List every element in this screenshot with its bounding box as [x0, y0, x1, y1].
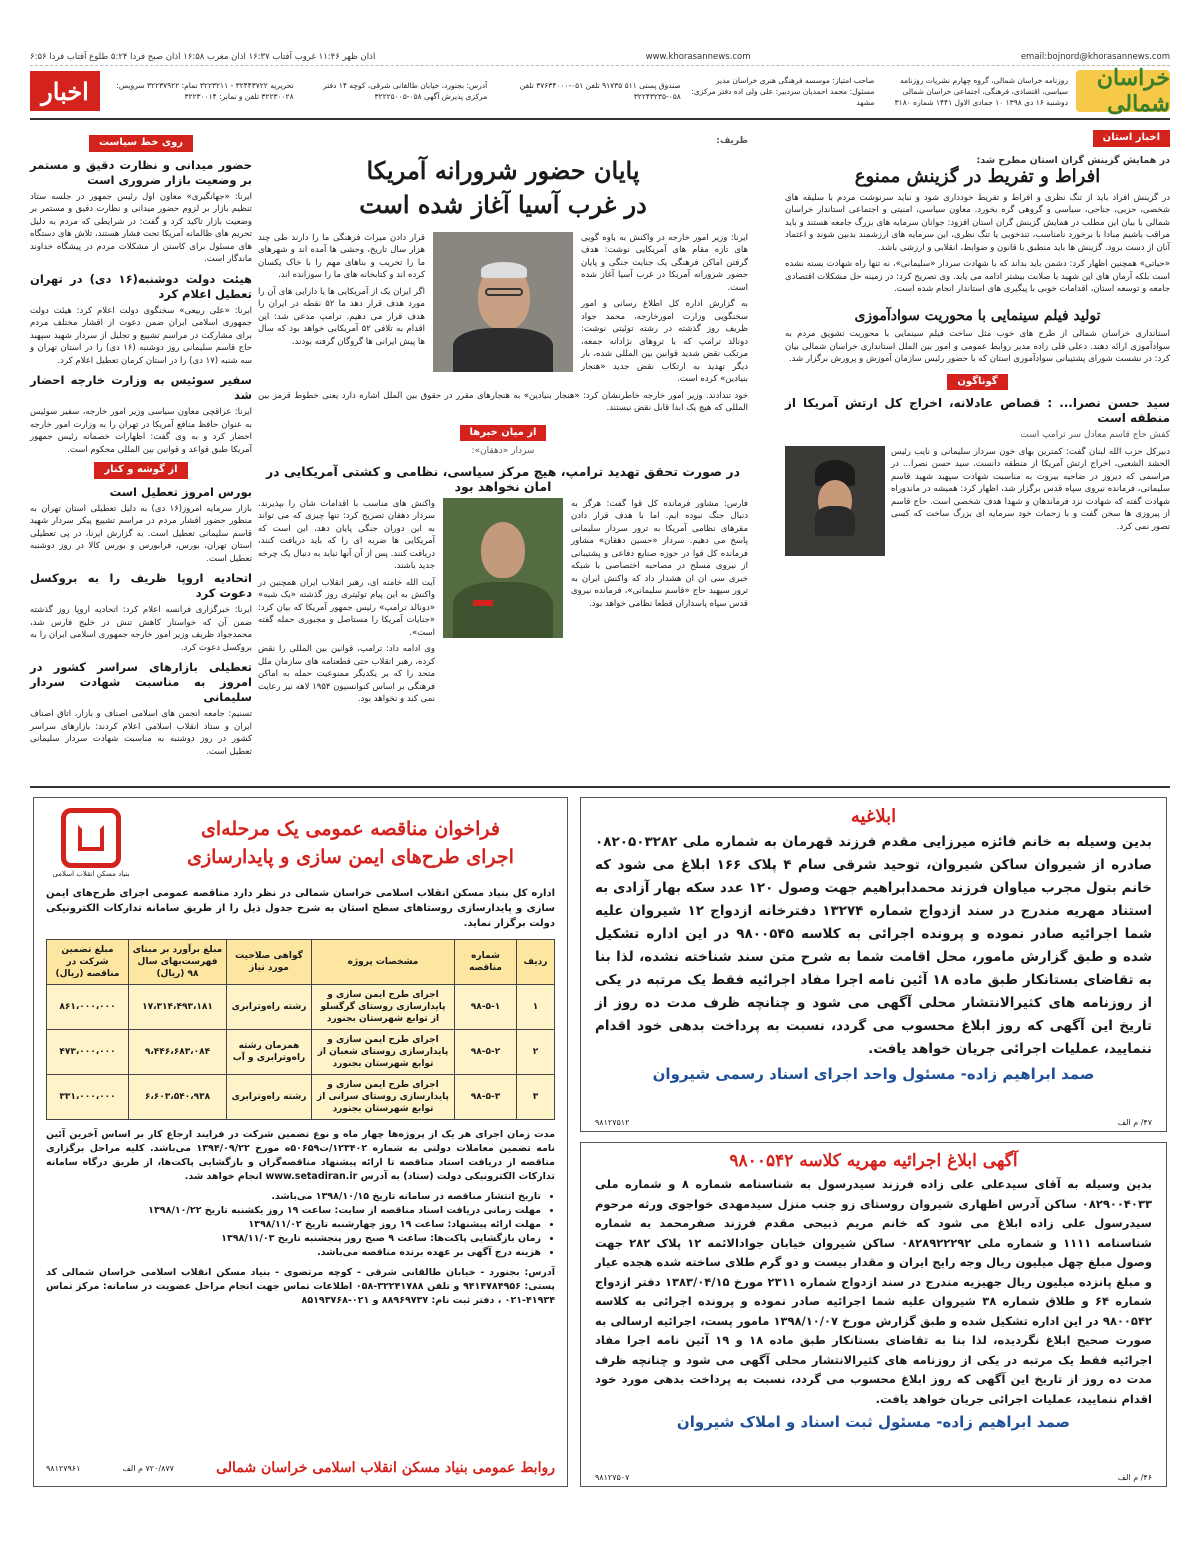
article-headline[interactable]: حضور میدانی و نظارت دقیق و مستمر بر وضعیت بازار ضروری است	[30, 157, 252, 187]
article-paragraph: ایرنا: خبرگزاری فرانسه اعلام کرد: اتحادیه اروپا روز گذشته ضمن آن که خواستار کاهش تنش در خلیج فارس شد، محمدجواد ظریف وزیر امور خارجه جمهوری اسلامی ایران را به بروکسل دعوت کرد.	[30, 605, 252, 653]
article-paragraph: واکنش های مناسب با اقدامات شان را بپذیرند. سردار دهقان تصریح کرد: تنها چیزی که می تواند به این دوران جنگی پایان دهد، این است که آمریکایی ها ضربه ای را که باید دریافت کنند، دریافت کنند. پس از آن آنها نباید به دنبال یک چرخه جدید باشند.	[258, 498, 435, 571]
article-paragraph: اگر ایران یک از آمریکایی ها یا دارایی های آن را مورد هدف قرار دهد ما ۵۲ نقطه در ایران را هدف قرار می دهیم. ترامپ مدعی شد: این اقدام به تلافی ۵۲ آمریکایی خواهد بود که سال ها پیش ایرانی ها گروگان گرفته بودند.	[258, 286, 425, 347]
left-column	[30, 135, 252, 758]
tender-code: ۷۲۰/۸۷۷ م الف	[122, 1463, 174, 1473]
dehghan-photo	[443, 498, 563, 638]
prayer-times: اذان ظهر ۱۱:۴۶ غروب آفتاب ۱۶:۳۷ اذان مغرب ۱۶:۵۸ اذان صبح فردا ۵:۲۴ طلوع آفتاب فردا ۶:۵۶	[30, 52, 376, 62]
zarif-photo	[433, 232, 573, 372]
article-paragraph: ایرنا: «علی ربیعی» سخنگوی دولت اعلام کرد: هیئت دولت جمهوری اسلامی ایران ضمن دعوت از اقشار مختلف مردم برای مشارکت در مراسم تشییع و تجلیل از سردار شهید سپهبد حاج قاسم سلیمانی روز دوشنبه (۱۶ دی) را در استان تهران و سه شنبه (۱۷ دی) را در استان کرمان تعطیل اعلام کرد.	[30, 305, 252, 366]
article-headline[interactable]: سید حسن نصرا... : قصاص عادلانه، اخراج کل ارتش آمریکا از منطقه است	[785, 396, 1170, 425]
list-item: • هزینه درج آگهی بر عهده برنده مناقصه می‌باشد.	[46, 1246, 541, 1260]
table-header: مبلغ برآورد بر مبنای فهرست‌بهای سال ۹۸ (ریال)	[129, 940, 227, 985]
masthead-divider	[30, 118, 1170, 120]
list-item: • مهلت زمانی دریافت اسناد مناقصه از سایت: ساعت ۱۹ روز یکشنبه تاریخ ۱۳۹۸/۱۰/۲۲	[46, 1204, 541, 1218]
table-header: مبلغ تضمین شرکت در مناقصه (ریال)	[47, 940, 129, 985]
beard-shape	[815, 506, 855, 536]
list-item: • تاریخ انتشار مناقصه در سامانه تاریخ ۱۳۹۸/۱۰/۱۵ می‌باشد.	[46, 1190, 541, 1204]
table-row: ۲ ۹۸-۵-۲ اجرای طرح ایمن سازی و پایدارسازی روستای شعبان از توابع شهرستان بجنورد همزمان رشته راه‌وترابری و آب ۹،۴۴۶،۶۸۳،۰۸۴ ۴۷۳،۰۰۰،۰۰۰	[47, 1030, 555, 1075]
article-paragraph: فارس: مشاور فرمانده کل قوا گفت: هرگز به دنبال جنگ نبوده ایم. اما با هدف قرار دادن مقرهای نظامی آمریکا به ترور سردار سلیمانی پاسخ می دهیم. سردار «حسین دهقان» مشاور فرمانده کل قوا در حوزه صنایع دفاعی و پشتیبانی از نیروی مسلح در مصاحبه اختصاصی با شبکه خبری سی ان ان هشدار داد که واکنش ایران به ترور سپهبد حاج «قاسم سلیمانی»، فرمانده نیروی قدس سپاه پاسداران قطعا نظامی خواهد بود.	[571, 498, 748, 609]
article-subtitle: کفش حاج قاسم معادل سر ترامپ است	[1020, 430, 1170, 440]
mahrieh-text: بدین وسیله به آقای سیدعلی علی زاده فرزند سیدرسول به شناسنامه شماره ۸ و شماره ملی ۰۸۲۹۰۰۴۰۳۳ ساکن آدرس اظهاری شیروان روستای زو جنب منزل سیدمهدی خواجوی ورثه مرحوم سیدرسول علی زاده ابلاغ می شود که خانم مریم ذبیحی مقدم فرزند صفرمحمد به شماره شناسنامه ۱۱۱۱ و شماره ملی ۰۸۲۸۹۲۲۲۹۲ ساکن شیروان خیابان جوادالائمه ۱۲ پلاک ۲۸۲ جهت وصول مبلغ چهل میلیون ریال وجه رایج ایران و مقدار بیست و دو گرم طلای ساخته شده هجده عیار و مبلغ پانزده میلیون ریال جهیزیه مندرج در سند ازدواج شماره ۲۳۱۱ مورخ ۱۳۸۳/۰۴/۱۵ دفتر ازدواج شماره ۶۴ و طلاق شماره ۳۸ شیروان علیه شما اجرائیه صادر نموده و پرونده اجرائی به کلاسه ۹۸۰۰۵۴۲ در این اداره تشکیل شده و طبق گزارش مورخ ۱۳۹۸/۱۰/۰۷ مامور پست، اجرائیه ارسالی به صورت صحیح ابلاغ نگردیده، لذا بنا به تقاضای بستانکار طبق ماده ۱۸ و ۱۹ آئین نامه اجرا مفاد اجرائیه فقط یک مرتبه در یکی از روزنامه های کثیرالانتشار محلی آگهی می شود و چنانچه ظرف مدت ده روز از تاریخ این آگهی که روز ابلاغ محسوب می گردد، نسبت به پرداخت بدهی مورد خود اقدام ننمایید، عملیات اجرائی جریان خواهد یافت.	[595, 1177, 1153, 1406]
eblagh-code: ۴۷/ م الف	[1117, 1118, 1152, 1127]
uniform-shape	[453, 582, 553, 638]
article-paragraph: بازار سرمایه امروز(۱۶ دی) به دلیل تعطیلی استان تهران به منظور حضور اقشار مردم در مراسم تشییع پیکر سردار شهید قاسم سلیمانی تعطیل است. به گزارش ایرنا، در پی تعطیلی استان تهران، بورس، فرابورس و بورس کالا در روز دوشنبه تعطیل است.	[30, 503, 252, 564]
tag-province-news: اخبار استان	[1093, 130, 1170, 147]
site-email[interactable]: email:bojnord@khorasannews.com	[1020, 52, 1170, 62]
center-column	[258, 135, 748, 706]
mahrieh-code: ۴۶/ م الف	[1117, 1473, 1152, 1482]
mahrieh-title: آگهی ابلاغ اجرائیه مهریه کلاسه ۹۸۰۰۵۴۲	[729, 1151, 1018, 1171]
masthead-info-3: صندوق پستی ۵۱۱ ۹۱۷۳۵ تلفن ۰۵۱-۳۷۶۳۴۰۰۰ تلفن ۰۵۸-۳۲۲۴۳۲۳۵	[519, 81, 681, 101]
article-headline[interactable]: تعطیلی بازارهای سراسر کشور در امروز به مناسبت شهادت سردار سلیمانی	[30, 660, 252, 704]
article-headline[interactable]: سفیر سوئیس به وزارت خارجه احضار شد	[30, 373, 252, 402]
table-header: گواهی صلاحیت مورد نیاز	[227, 940, 312, 985]
newspaper-logo[interactable]: خراسان شمالی	[1076, 70, 1170, 112]
glasses-shape	[485, 288, 523, 296]
article-kicker: در همایش گزینش گران استان مطرح شد:	[976, 154, 1170, 166]
face-shape	[481, 522, 525, 578]
article-headline[interactable]: هیئت دولت دوشنبه(۱۶ دی) در تهران تعطیل اعلام کرد	[30, 271, 252, 301]
table-header: ردیف	[517, 940, 555, 985]
table-header: مشخصات پروژه	[312, 940, 455, 985]
main-headline-line-1[interactable]: پایان حضور شرورانه آمریکا	[366, 155, 640, 185]
main-headline-line-2[interactable]: در غرب آسیا آغاز شده است	[359, 189, 647, 219]
article-paragraph: وی ادامه داد: ترامپ، قوانین بین المللی را نقض کرده، رهبر انقلاب حتی قطعنامه های سازمان ملل متحد را که بر یکدیگر ممنوعیت حمله به اماکن فرهنگی بر اساس کنوانسیون ۱۹۵۴ لاهه نیز رعایت نمی کند و نخواهد بود.	[258, 644, 436, 704]
table-row: ۳ ۹۸-۵-۳ اجرای طرح ایمن سازی و پایدارسازی روستای سرانی از توابع شهرستان بجنورد رشته راه‌وترابری ۶،۶۰۳،۵۴۰،۹۳۸ ۳۳۱،۰۰۰،۰۰۰	[47, 1075, 555, 1120]
article-paragraph: ایرنا: عراقچی معاون سیاسی وزیر امور خارجه، سفیر سوئیس به عنوان حافظ منافع آمریکا در تهران را به وزارت امور خارجه احضار کرد و به وی گفت: اظهارات خصمانه رئیس جمهور آمریکا طبق قواعد و قوانین بین المللی محکوم است.	[30, 407, 252, 455]
tender-serial: ۹۸۱۲۷۹۶۱	[46, 1463, 81, 1473]
article-paragraph: خود تندادند. وزیر امور خارجه خاطرنشان کرد: «هنجار بنیادین» به هنجارهای مقرر در حقوق بین الملل اشاره دارد یعنی خطوط قرمز بین المللی که هیچ یک ابدا قابل نقض نیستند.	[258, 390, 748, 413]
tender-title-2: اجرای طرح‌های ایمن سازی و پایدارسازی	[187, 846, 514, 868]
masthead-info-1: روزنامه خراسان شمالی، گروه چهارم نشریات روزنامه سیاسی، اقتصادی، فرهنگی، اجتماعی خراسان شمالی دوشنبه ۱۶ دی ۱۳۹۸ ۱۰ جمادی الاول ۱۴۴۱ شماره ۳۱۸۰	[894, 75, 1068, 107]
tag-among-news: از میان خبرها	[460, 425, 547, 442]
article-paragraph: آیت الله خامنه ای، رهبر انقلاب ایران همچنین در واکنش به این پیام توئیتری روز گذشته «یک شبه» «دونالد ترامپ» رئیس جمهور آمریکا که بیان کرد: «جنایات آمریکا را مستاصل و مجبوری حمله گفته است».	[258, 577, 435, 638]
article-paragraph: «حیاتی» همچنین اظهار کرد: دشمن باید بداند که با شهادت سردار «سلیمانی»، نه تنها راه شهادت بسته نشده است بلکه آرمان های این شهید با صلابت بیشتر ادامه می یابد. وی تصریح کرد: در زمینه حل مشکلات اقتصادی جامعه و توسعه استان، اقدامات خوبی با پیگیری های استاندار انجام شده است.	[785, 259, 1170, 294]
tender-signature: روابط عمومی بنیاد مسکن انقلاب اسلامی خراسان شمالی	[216, 1460, 555, 1476]
site-url[interactable]: www.khorasannews.com	[645, 52, 751, 62]
eblagh-serial: ۹۸۱۲۷۵۱۲	[595, 1118, 630, 1127]
masthead-info-4: آدرس: بجنورد، خیابان طالقانی شرقی، کوچه ۱۴ دفتر مرکزی پذیرش آگهی ۰۵۸-۳۲۲۲۵۰۰۵	[323, 81, 488, 101]
article-headline[interactable]: در صورت تحقق تهدید ترامپ، هیچ مرکز سیاسی، نظامی و کشتی آمریکایی در امان نخواهد بود	[265, 463, 740, 494]
article-kicker: سردار «دهقان»:	[471, 446, 535, 456]
tender-title-1: فراخوان مناقصه عمومی یک مرحله‌ای	[200, 818, 501, 840]
tender-table	[46, 939, 555, 1120]
article-kicker: ظریف:	[716, 136, 748, 146]
eblagh-advertisement	[580, 797, 1167, 1132]
masthead-info-2: صاحب امتیاز: موسسه فرهنگی هنری خراسان مدیر مسئول: محمد احمدیان سردبیر: علی ولی اده دفتر مرکزی: مشهد	[691, 75, 875, 107]
mahrieh-advertisement	[580, 1142, 1167, 1487]
article-headline[interactable]: بورس امروز تعطیل است	[109, 484, 252, 499]
tag-here-and-there: از گوشه و کنار	[94, 462, 187, 479]
hair-shape	[481, 262, 527, 278]
article-paragraph: دبیرکل حزب الله لبنان گفت: کمترین بهای خون سردار سلیمانی و نایب رئیس الحشد الشعبی، اخراج ارتش آمریکا از منطقه دانست. سید حسن نصرا... در مراسمی که دیروز در ضاحیه بیروت به مناسبت شهادت سپهبد شهید قاسم سلیمانی، فرمانده نیروی سپاه قدس برگزار شد، اظهار کرد: همیشه در ماندوراه شهادت گفته که شهادت نزد فرماندهان و شهدا هدف شخصی است. حاج قاسم از پیروزی ها سخن گفت و با زحمات خود سرمایه ای بزرگ ساخت که کسی تصور نمی کرد.	[891, 446, 1170, 532]
article-paragraph: به گزارش اداره کل اطلاع رسانی و امور سخنگویی وزارت امورخارجه، محمد جواد ظریف روز گذشته در رشته توئیتی نوشت: دونالد ترامپ که با تروهای نژادانه جمعه، مرتکب نقض شدید قوانین بین المللی شده، بار دیگر تهدید به ارتکاب نقض جدید «هنجار بنیادین» کرده است.	[581, 299, 748, 384]
tender-advertisement	[33, 797, 568, 1487]
tender-body: مدت زمان اجرای هر یک از پروژه‌ها چهار ماه و نوع تضمین شرکت در فرایند ارجاع کار بر اساس آخرین آئین نامه تضمین معاملات دولتی به شماره ۱۲۳۴۰۲/ت۵۰۶۵۹ه مورخ ۱۳۹۴/۰۹/۲۲ می‌باشد. کلیه مراحل برگزاری مناقصه از دریافت اسناد مناقصه تا ارائه پیشنهاد مناقصه‌گران و بازگشایی پاکت‌ها، از طریق درگاه سامانه تدارکات الکترونیکی دولت (ستاد) به آدرس www.setadiran.ir انجام خواهد شد.	[46, 1129, 555, 1182]
masthead-info-5: تحریریه ۳۲۴۴۳۷۲۲ - ۳۲۲۳۲۱۱ تمام: ۳۲۲۳۷۹۲۲ سرویس: ۳۲۲۳۰۰۲۸ تلفن و نمابر: ۳۲۲۳۰۰۱۴	[116, 81, 294, 101]
tender-intro: اداره کل بنیاد مسکن انقلاب اسلامی خراسان شمالی در نظر دارد مناقصه عمومی اجرای طرح‌های ایمن سازی و پایدارسازی روستاهای سطح استان به شرح جدول ذیل را از طریق سامانه تدارکات الکترونیکی دولت برگزار نماید.	[46, 888, 555, 929]
article-headline[interactable]: تولید فیلم سینمایی با محوریت سوادآموزی	[854, 307, 1101, 324]
rank-badge-icon	[473, 600, 493, 606]
list-item: • مهلت ارائه پیشنهاد: ساعت ۱۹ روز چهارشنبه تاریخ ۱۳۹۸/۱۱/۰۲	[46, 1218, 541, 1232]
article-paragraph: استانداری خراسان شمالی از طرح های خوب مثل ساخت فیلم سینمایی با محوریت تشویق مردم به سوادآموزی ارائه دهند. دعلی قلی زاده مدیر روابط عمومی و امور بین الملل استانداری خراسان شمالی بیان کرد: در نشست شورای پشتیبانی سوادآموزی استان که با حضور رئیس سازمان آموزش و پرورش برگزار شد.	[785, 329, 1170, 364]
tag-politics: روی خط سیاست	[89, 135, 193, 152]
article-paragraph: ایرنا: «جهانگیری» معاون اول رئیس جمهور در جلسه ستاد تنظیم بازار بر لزوم حضور میدانی و نظارت دقیق و مستمر بر وضعیت بازار تاکید کرد و گفت: در شرایطی که مردم به دلیل تحریم های ظالمانه آمریکا تحت فشار هستند، تلاش های دستگاه های مسئول برای کاستن از مشکلات مردم در پیشگاه خداوند ماندگار است.	[30, 191, 252, 264]
table-header: شماره مناقصه	[455, 940, 517, 985]
eblagh-text: بدین وسیله به خانم فائزه میرزایی مقدم فرزند قهرمان به شماره ملی ۰۸۲۰۵۰۳۲۸۲ صادره از شیروان ساکن شیروان، توحید شرقی سام ۴ پلاک ۱۶۶ ابلاغ می شود که خانم بتول مجرب میاوان فرزند محمدابراهیم جهت وصول ۱۲۰ عدد سکه بهار آزادی به استناد مهریه مندرج در سند ازدواج شماره ۱۳۲۷۴ دفترخانه ازدواج ۱۲ شیروان علیه شما اجرائیه صادر نموده و پرونده اجرائی به کلاسه ۹۸۰۰۵۴۵ در این اداره تشکیل شده و طبق گزارش مامور، محل اقامت شما به شرح متن سند شناخته نشده، لذا بنا به تقاضای بستانکار طبق ماده ۱۸ آئین نامه اجرا مفاد اجرائیه فقط یک مرتبه در یکی از روزنامه های کثیرالانتشار محلی آگهی می شود و چنانچه ظرف مدت ده روز از تاریخ این آگهی که روز ابلاغ محسوب می گردد، نسبت به پرداخت بدهی خود اقدام ننمایید، عملیات اجرائی جریان خواهد یافت.	[595, 834, 1152, 1057]
article-paragraph: ایرنا: وزیر امور خارجه در واکنش به یاوه گویی های تازه مقام های آمریکایی نوشت: هدف گرفتن اماکن فرهنگی یک جنایت جنگی و پایان حضور شرورانه آمریکا در غرب آسیا آغاز شده است.	[581, 232, 748, 293]
table-row: ۱ ۹۸-۵-۱ اجرای طرح ایمن سازی و پایدارسازی روستای گرگسلو از توابع شهرستان بجنورد رشته راه‌وترابری ۱۷،۳۱۴،۴۹۳،۱۸۱ ۸۶۱،۰۰۰،۰۰۰	[47, 985, 555, 1030]
masthead	[30, 65, 1170, 117]
tender-contact: آدرس: بجنورد - خیابان طالقانی شرقی - کوچه مرتضوی - بنیاد مسکن انقلاب اسلامی خراسان شمالی کد پستی: ۹۴۱۴۷۸۴۹۵۶ و تلفن ۳۲۲۴۱۷۸۸-۰۵۸ اطلاعات تماس جهت انجام مراحل عضویت در سامانه: مرکز تماس ۴۱۹۳۴-۰۲۱ ، دفتر ثبت نام: ۸۸۹۶۹۷۳۷ و ۰۲۱-۸۵۱۹۳۷۶۸	[46, 1267, 555, 1306]
tag-misc: گوناگون	[947, 374, 1007, 391]
suit-shape	[453, 328, 553, 372]
article-paragraph: تسنیم: جامعه انجمن های اسلامی اصناف و بازار، اتاق اصناف ایران و ستاد انقلاب اسلامی اعلام کردند: بازارهای سراسر کشور در روز دوشنبه به مناسبت شهادت سردار سلیمانی تعطیل است.	[30, 709, 252, 757]
tender-dates-list	[46, 1190, 541, 1260]
article-headline[interactable]: افراط و تفریط در گزینش ممنوع	[854, 166, 1101, 187]
article-paragraph: در گزینش افراد باید از تنگ نظری و افراط و تفریط خودداری شود و نباید سرنوشت مردم با سلیقه های شخصی، حزبی، جناحی، سیاسی و گروهی گره بخورد. معاون سیاسی، امنیتی و اجتماعی استاندار خراسان شمالی با بیان این مطلب در همایش گزینش گران استان افزود: جوانان سرمایه های بزرگ جامعه هستند و باید مراقب باشیم مبادا با برخورد نامناسب، تندخویی یا تنگ نظری، این سرمایه های ارزشمند بدبین شوند و اعتماد آنان از دست برود. گزینش ها باید منطبق با قانون و ضوابط، انقلابی و ارزشی باشد.	[785, 192, 1170, 253]
section-title-akhbar: اخبار	[30, 71, 100, 111]
eblagh-title: ابلاغیه	[850, 806, 897, 827]
top-info-strip	[30, 52, 1170, 66]
house-icon	[61, 808, 121, 868]
eblagh-signature: صمد ابراهیم زاده- مسئول واحد اجرای اسناد رسمی شیروان	[652, 1065, 1095, 1083]
right-column	[785, 130, 1170, 556]
nasrallah-photo	[785, 446, 885, 556]
bonyad-maskan-logo: بنیاد مسکن انقلاب اسلامی	[46, 808, 136, 878]
mahrieh-serial: ۹۸۱۲۷۵۰۷	[595, 1473, 630, 1482]
ads-divider	[30, 786, 1170, 788]
article-headline[interactable]: اتحادیه اروپا ظریف را به بروکسل دعوت کرد	[30, 571, 252, 600]
article-paragraph: قرار دادن میراث فرهنگی ما را دارند طی چند هزار سال تاریخ، وحشی ها آمده اند و شهرهای ما را تخریب و بناهای مهم را با خاک یکسان کرده اند و کتابخانه های ما را سوزانده اند.	[258, 232, 425, 280]
list-item: • زمان بازگشایی پاکت‌ها: ساعت ۹ صبح روز پنجشنبه تاریخ ۱۳۹۸/۱۱/۰۳	[46, 1232, 541, 1246]
mahrieh-signature: صمد ابراهیم زاده- مسئول ثبت اسناد و املاک شیروان	[676, 1413, 1071, 1431]
